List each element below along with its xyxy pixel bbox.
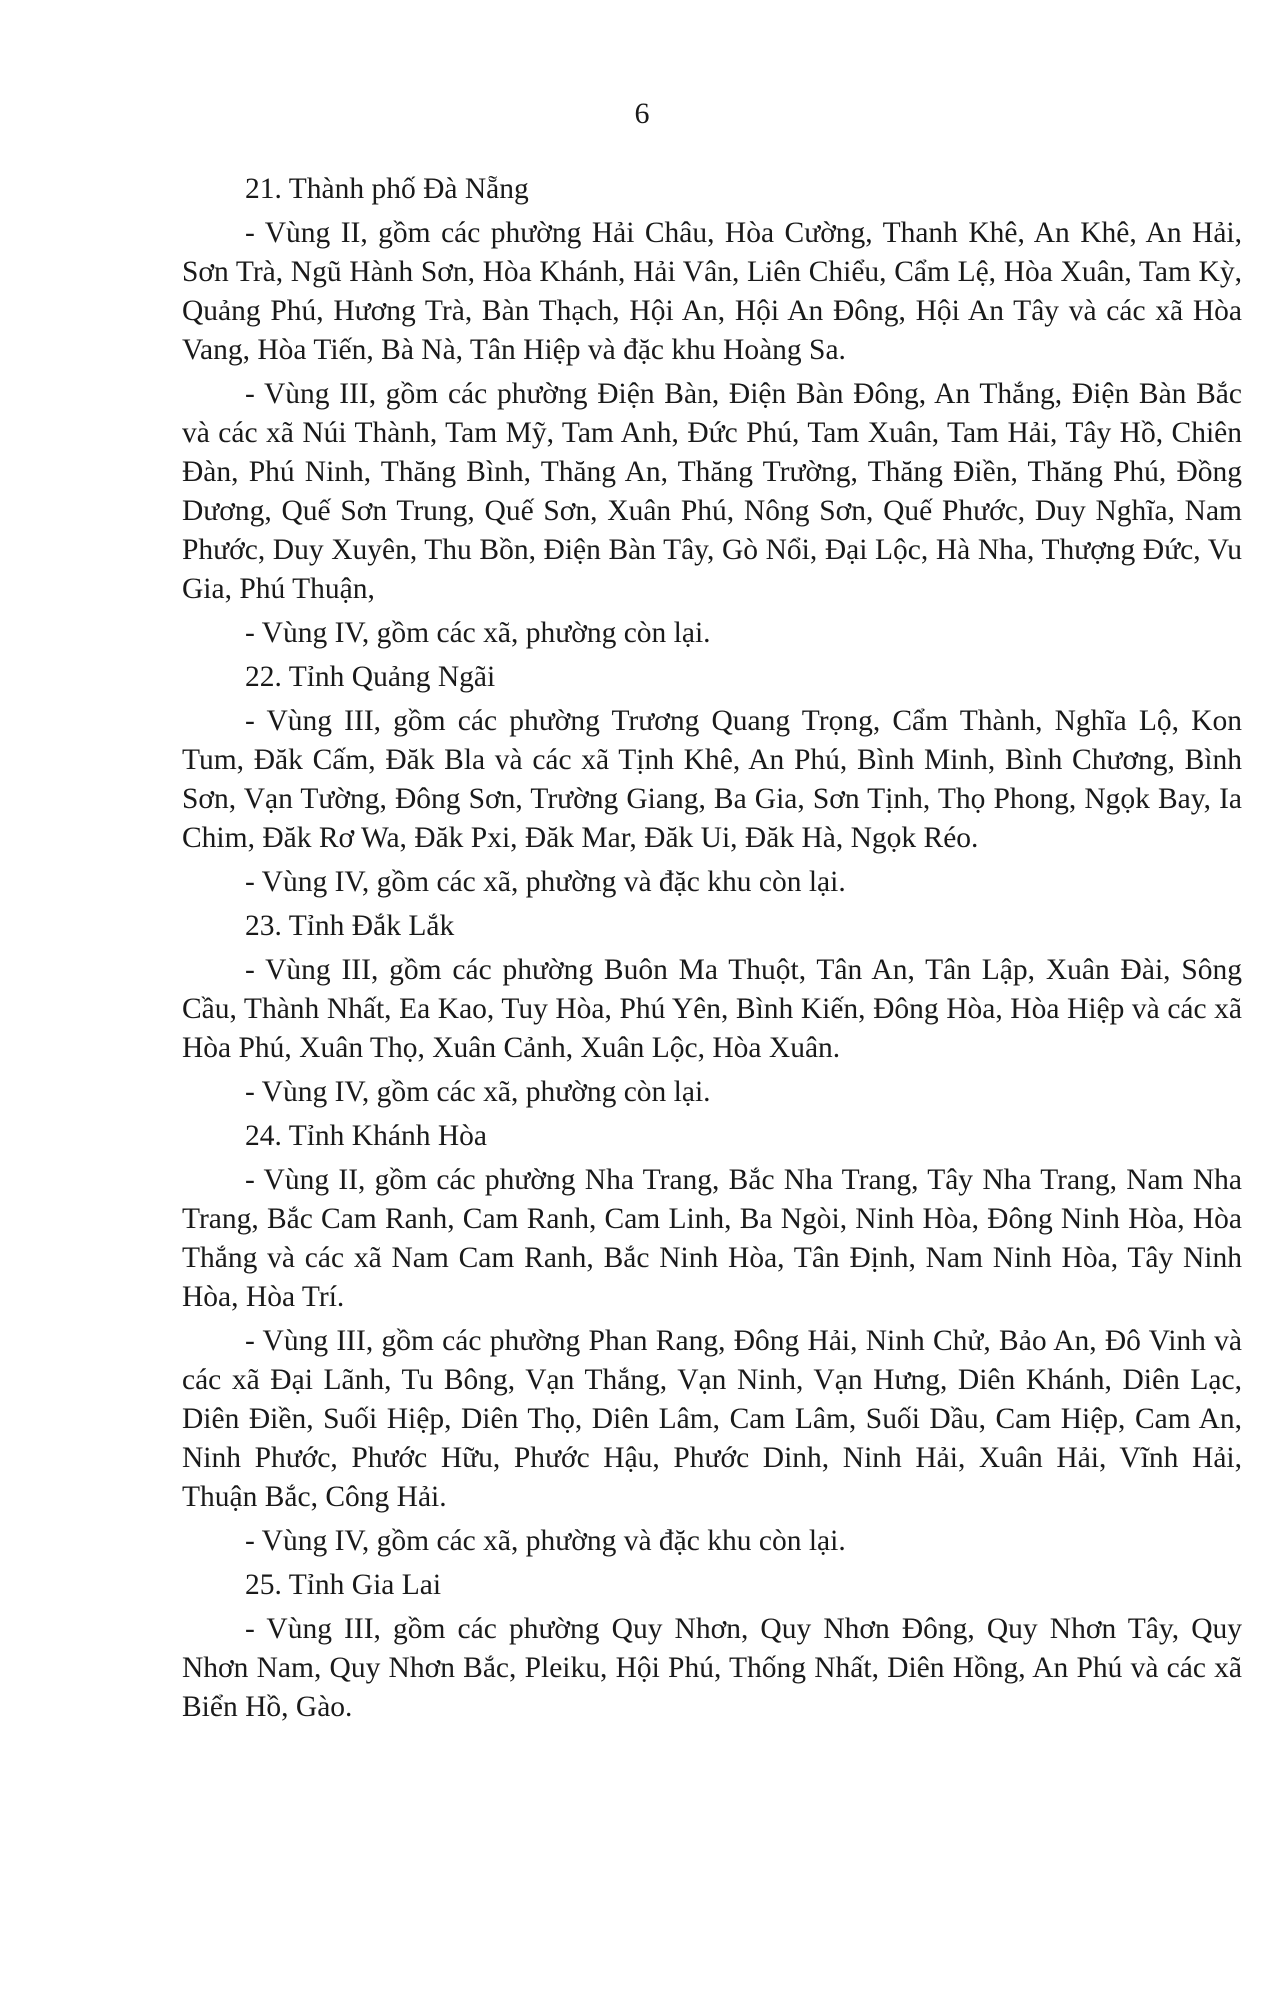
paragraph: - Vùng IV, gồm các xã, phường và đặc khu còn lại. xyxy=(245,866,846,898)
document-body xyxy=(182,170,1242,1732)
section-heading: 25. Tỉnh Gia Lai xyxy=(245,1569,442,1601)
paragraph: - Vùng III, gồm các phường Phan Rang, Đông Hải, Ninh Chử, Bảo An, Đô Vinh và các xã Đại Lãnh, Tu Bông, Vạn Thắng, Vạn Ninh, Vạn Hưng, Diên Khánh, Diên Lạc, Diên Điền, Suối Hiệp, Diên Thọ, Diên Lâm, Cam Lâm, Suối Dầu, Cam Hiệp, Cam An, Ninh Phước, Phước Hữu, Phước Hậu, Phước Dinh, Ninh Hải, Xuân Hải, Vĩnh Hải, Thuận Bắc, Công Hải. xyxy=(182,1325,1242,1513)
page-number: 6 xyxy=(634,97,650,130)
paragraph: - Vùng III, gồm các phường Điện Bàn, Điện Bàn Đông, An Thắng, Điện Bàn Bắc và các xã Núi Thành, Tam Mỹ, Tam Anh, Đức Phú, Tam Xuân, Tam Hải, Tây Hồ, Chiên Đàn, Phú Ninh, Thăng Bình, Thăng An, Thăng Trường, Thăng Điền, Thăng Phú, Đồng Dương, Quế Sơn Trung, Quế Sơn, Xuân Phú, Nông Sơn, Quế Phước, Duy Nghĩa, Nam Phước, Duy Xuyên, Thu Bồn, Điện Bàn Tây, Gò Nổi, Đại Lộc, Hà Nha, Thượng Đức, Vu Gia, Phú Thuận, xyxy=(182,378,1242,605)
section-heading: 23. Tỉnh Đắk Lắk xyxy=(245,910,455,942)
section-da-nang xyxy=(182,170,1242,653)
paragraph: - Vùng III, gồm các phường Quy Nhơn, Quy Nhơn Đông, Quy Nhơn Tây, Quy Nhơn Nam, Quy Nhơn Bắc, Pleiku, Hội Phú, Thống Nhất, Diên Hồng, An Phú và các xã Biển Hồ, Gào. xyxy=(182,1613,1242,1723)
section-heading: 24. Tỉnh Khánh Hòa xyxy=(245,1120,487,1152)
paragraph: - Vùng IV, gồm các xã, phường và đặc khu còn lại. xyxy=(245,1525,846,1557)
section-heading: 22. Tỉnh Quảng Ngãi xyxy=(245,661,496,693)
section-heading: 21. Thành phố Đà Nẵng xyxy=(245,173,529,205)
paragraph: - Vùng III, gồm các phường Trương Quang Trọng, Cẩm Thành, Nghĩa Lộ, Kon Tum, Đăk Cấm, Đăk Bla và các xã Tịnh Khê, An Phú, Bình Minh, Bình Chương, Bình Sơn, Vạn Tường, Đông Sơn, Trường Giang, Ba Gia, Sơn Tịnh, Thọ Phong, Ngọk Bay, Ia Chim, Đăk Rơ Wa, Đăk Pxi, Đăk Mar, Đăk Ui, Đăk Hà, Ngọk Réo. xyxy=(182,705,1242,854)
paragraph: - Vùng IV, gồm các xã, phường còn lại. xyxy=(245,1076,711,1108)
section-khanh-hoa xyxy=(182,1117,1242,1561)
paragraph: - Vùng II, gồm các phường Hải Châu, Hòa Cường, Thanh Khê, An Khê, An Hải, Sơn Trà, Ngũ Hành Sơn, Hòa Khánh, Hải Vân, Liên Chiểu, Cẩm Lệ, Hòa Xuân, Tam Kỳ, Quảng Phú, Hương Trà, Bàn Thạch, Hội An, Hội An Đông, Hội An Tây và các xã Hòa Vang, Hòa Tiến, Bà Nà, Tân Hiệp và đặc khu Hoàng Sa. xyxy=(182,217,1242,366)
paragraph: - Vùng II, gồm các phường Nha Trang, Bắc Nha Trang, Tây Nha Trang, Nam Nha Trang, Bắc Cam Ranh, Cam Ranh, Cam Linh, Ba Ngòi, Ninh Hòa, Đông Ninh Hòa, Hòa Thắng và các xã Nam Cam Ranh, Bắc Ninh Hòa, Tân Định, Nam Ninh Hòa, Tây Ninh Hòa, Hòa Trí. xyxy=(182,1164,1242,1313)
section-dak-lak xyxy=(182,907,1242,1112)
paragraph: - Vùng III, gồm các phường Buôn Ma Thuột, Tân An, Tân Lập, Xuân Đài, Sông Cầu, Thành Nhất, Ea Kao, Tuy Hòa, Phú Yên, Bình Kiến, Đông Hòa, Hòa Hiệp và các xã Hòa Phú, Xuân Thọ, Xuân Cảnh, Xuân Lộc, Hòa Xuân. xyxy=(182,954,1242,1064)
section-quang-ngai xyxy=(182,658,1242,902)
section-gia-lai xyxy=(182,1566,1242,1727)
paragraph: - Vùng IV, gồm các xã, phường còn lại. xyxy=(245,617,711,649)
